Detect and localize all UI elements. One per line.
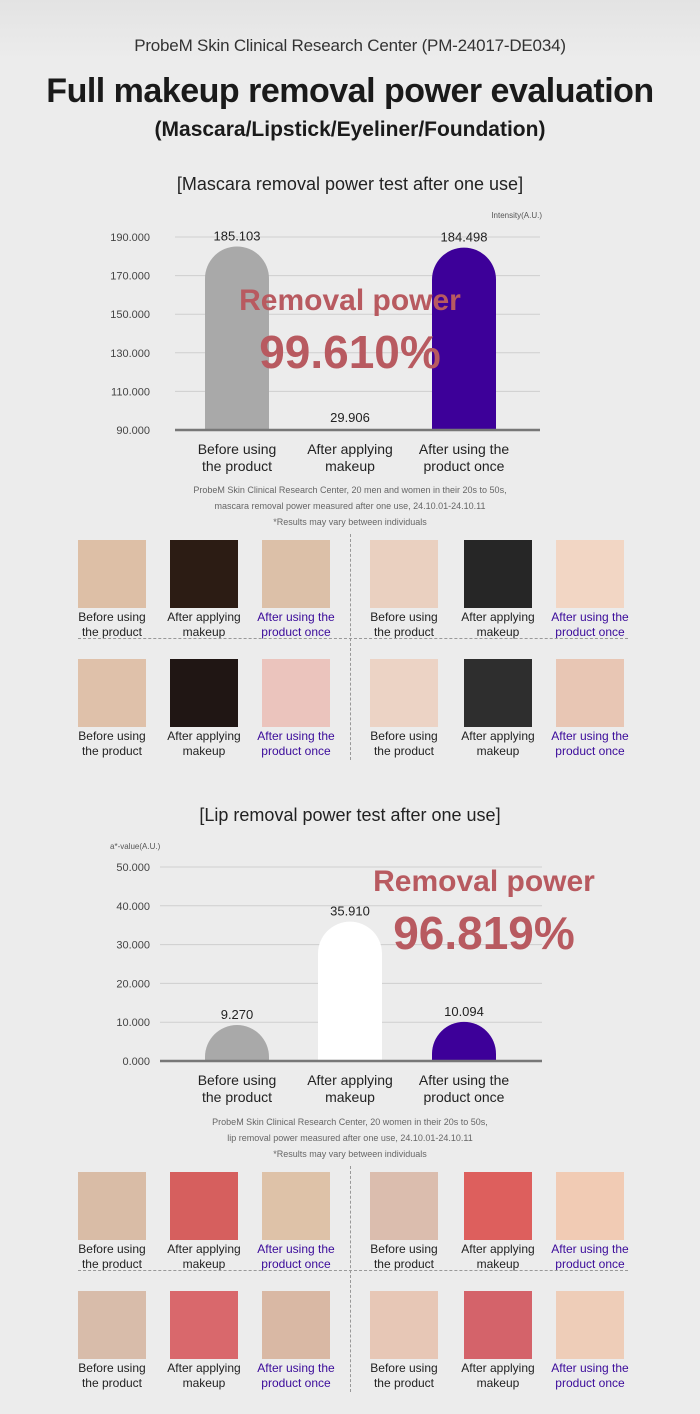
mascara-photo-cell [250,659,342,759]
bar-value-label: 29.906 [330,410,370,425]
removal-power-label: Removal power [239,284,461,317]
photo-label-line: Before using [370,610,438,624]
photo-label [452,1242,544,1272]
photo-label-line: product once [261,625,331,639]
photo-label [158,1361,250,1391]
photo-label-line: makeup [182,744,226,758]
photo-label-line: After applying [167,1242,241,1256]
photo-label [358,610,450,640]
mascara-photo-cell [452,659,544,759]
category-label: product once [423,1089,505,1105]
photo-label-line: After applying [167,1361,241,1375]
y-tick-label: 150.000 [110,309,150,322]
photo-label-line: product once [261,1376,331,1390]
photo-label-line: Before using [78,729,146,743]
lip-photo-cell [158,1172,250,1272]
note-line: *Results may vary between individuals [273,1149,427,1159]
photo-label-line: After using the [551,1242,629,1256]
photo-label-line: After applying [461,729,535,743]
lip-skin-photo [170,1291,238,1359]
photo-label-line: After using the [257,1242,335,1256]
photo-label [158,610,250,640]
lip-photo-cell [250,1172,342,1272]
mascara-photo-cell [358,659,450,759]
photo-label-line: the product [373,1376,435,1390]
category-label: After applying [307,1072,393,1088]
research-center-subtitle: ProbeM Skin Clinical Research Center (PM-24017-DE034) [134,36,566,55]
removal-power-value: 96.819% [393,907,575,959]
page-subtitle: (Mascara/Lipstick/Eyeliner/Foundation) [154,118,546,141]
photo-label [544,729,636,759]
mascara-photo-cell [66,540,158,640]
photo-label-line: product once [555,744,625,758]
mascara-skin-photo [464,659,532,727]
photo-label-line: After using the [257,610,335,624]
photo-label-line: makeup [476,1257,520,1271]
photo-label-line: the product [373,744,435,758]
mascara-skin-photo [262,540,330,608]
y-axis-label: Intensity(A.U.) [491,211,542,220]
y-axis-label: a*-value(A.U.) [110,842,161,851]
photo-label-line: Before using [370,1361,438,1375]
photo-label-line: the product [81,625,143,639]
note-line: ProbeM Skin Clinical Research Center, 20 women in their 20s to 50s, [212,1117,488,1127]
photo-label-line: After applying [167,729,241,743]
lip-skin-photo [78,1291,146,1359]
bar-value-label: 184.498 [440,229,488,245]
photo-label-line: Before using [78,1242,146,1256]
photo-label-line: product once [555,625,625,639]
photo-label-line: product once [261,1257,331,1271]
y-tick-label: 10.000 [116,1017,150,1030]
lip-skin-photo [262,1291,330,1359]
y-tick-label: 0.000 [122,1056,150,1068]
mascara-photo-cell [66,659,158,759]
photo-label [358,1361,450,1391]
photo-label-line: makeup [182,1376,226,1390]
photo-label-line: After using the [551,610,629,624]
lip-skin-photo [464,1172,532,1240]
photo-label-line: the product [373,625,435,639]
mascara-chart-note [0,482,700,530]
bar [318,922,382,1061]
photo-label [452,1361,544,1391]
y-tick-label: 40.000 [116,900,150,913]
removal-power-label: Removal power [373,865,595,898]
photo-label-line: the product [81,1257,143,1271]
bar [205,1025,269,1061]
mascara-skin-photo [556,540,624,608]
photo-label [66,1242,158,1272]
photo-label-line: makeup [476,744,520,758]
photo-label-line: After using the [257,729,335,743]
category-label: Before using [197,441,277,457]
mascara-skin-photo [170,540,238,608]
mascara-photo-grid [0,540,700,765]
lip-photo-cell [544,1172,636,1272]
photo-label-line: After using the [257,1361,335,1375]
photo-label-line: makeup [182,625,226,639]
category-label: After using the [418,441,510,457]
photo-label-line: makeup [476,1376,520,1390]
category-label: After applying [307,441,393,457]
photo-label-line: makeup [476,625,520,639]
note-line: *Results may vary between individuals [273,517,427,527]
mascara-photo-cell [250,540,342,640]
photo-label-line: product once [555,1376,625,1390]
photo-label [250,729,342,759]
lip-photo-grid [0,1172,700,1397]
lip-photo-cell [66,1172,158,1272]
mascara-photo-cell [358,540,450,640]
note-line: mascara removal power measured after one use, 24.10.01-24.10.11 [214,501,486,511]
lip-chart-title: [Lip removal power test after one use] [199,805,501,825]
lip-skin-photo [370,1291,438,1359]
photo-label [250,1361,342,1391]
photo-label [66,610,158,640]
lip-chart-note [0,1114,700,1162]
lip-photo-cell [250,1291,342,1391]
y-tick-label: 110.000 [111,386,150,399]
lip-photo-cell [452,1291,544,1391]
category-label: Before using [197,1072,277,1088]
photo-label-line: Before using [370,1242,438,1256]
photo-label-line: product once [555,1257,625,1271]
mascara-photo-cell [544,540,636,640]
photo-label [358,729,450,759]
photo-label-line: After applying [167,610,241,624]
photo-label-line: After applying [461,1361,535,1375]
bar [432,248,496,430]
y-tick-label: 50.000 [116,862,150,874]
lip-skin-photo [170,1172,238,1240]
lip-skin-photo [262,1172,330,1240]
photo-label [544,1361,636,1391]
photo-label-line: makeup [182,1257,226,1271]
bar-value-label: 9.270 [220,1007,254,1023]
photo-label [452,610,544,640]
lip-bar-chart [0,835,700,1115]
bar [432,1022,496,1061]
photo-label-line: product once [261,744,331,758]
category-label: makeup [325,1089,375,1105]
photo-label-line: the product [373,1257,435,1271]
bar-value-label: 10.094 [444,1003,484,1019]
note-line: lip removal power measured after one use, 24.10.01-24.10.11 [227,1133,473,1143]
vertical-divider [350,534,351,760]
mascara-photo-cell [158,659,250,759]
lip-skin-photo [556,1172,624,1240]
bar-value-label: 35.910 [330,903,370,919]
photo-label-line: After applying [461,610,535,624]
category-label: After using the [418,1072,510,1088]
horizontal-divider [78,1270,628,1271]
mascara-skin-photo [78,540,146,608]
photo-label-line: the product [81,1376,143,1390]
category-label: makeup [325,458,375,474]
photo-label-line: Before using [78,610,146,624]
mascara-skin-photo [370,659,438,727]
y-tick-label: 190.000 [110,232,150,244]
photo-label-line: After using the [551,729,629,743]
page-title: Full makeup removal power evaluation [46,72,654,110]
lip-skin-photo [464,1291,532,1359]
photo-label [66,729,158,759]
y-tick-label: 20.000 [116,978,150,991]
mascara-skin-photo [170,659,238,727]
mascara-photo-cell [452,540,544,640]
photo-label-line: Before using [370,729,438,743]
mascara-bar-chart [0,200,700,490]
mascara-skin-photo [556,659,624,727]
y-tick-label: 130.000 [110,347,150,360]
removal-power-value: 99.610% [259,326,441,378]
photo-label-line: the product [81,744,143,758]
photo-label [66,1361,158,1391]
note-line: ProbeM Skin Clinical Research Center, 20 men and women in their 20s to 50s, [193,485,507,495]
photo-label [452,729,544,759]
horizontal-divider [78,638,628,639]
vertical-divider [350,1166,351,1392]
category-label: product once [423,458,505,474]
lip-photo-cell [158,1291,250,1391]
mascara-skin-photo [464,540,532,608]
y-tick-label: 90.000 [116,425,150,437]
photo-label [544,610,636,640]
photo-label [250,610,342,640]
photo-label [544,1242,636,1272]
bar-value-label: 185.103 [213,228,261,244]
lip-photo-cell [358,1172,450,1272]
y-tick-label: 30.000 [116,939,150,952]
lip-skin-photo [370,1172,438,1240]
photo-label [358,1242,450,1272]
mascara-skin-photo [78,659,146,727]
lip-skin-photo [78,1172,146,1240]
photo-label-line: Before using [78,1361,146,1375]
y-tick-label: 170.000 [110,270,150,283]
mascara-skin-photo [262,659,330,727]
photo-label-line: After using the [551,1361,629,1375]
lip-photo-cell [66,1291,158,1391]
mascara-photo-cell [158,540,250,640]
mascara-chart-title: [Mascara removal power test after one use] [176,174,524,194]
photo-label-line: After applying [461,1242,535,1256]
lip-photo-cell [358,1291,450,1391]
category-label: the product [201,458,273,474]
lip-photo-cell [452,1172,544,1272]
category-label: the product [201,1089,273,1105]
photo-label [250,1242,342,1272]
lip-skin-photo [556,1291,624,1359]
mascara-skin-photo [370,540,438,608]
photo-label [158,729,250,759]
lip-photo-cell [544,1291,636,1391]
mascara-photo-cell [544,659,636,759]
photo-label [158,1242,250,1272]
